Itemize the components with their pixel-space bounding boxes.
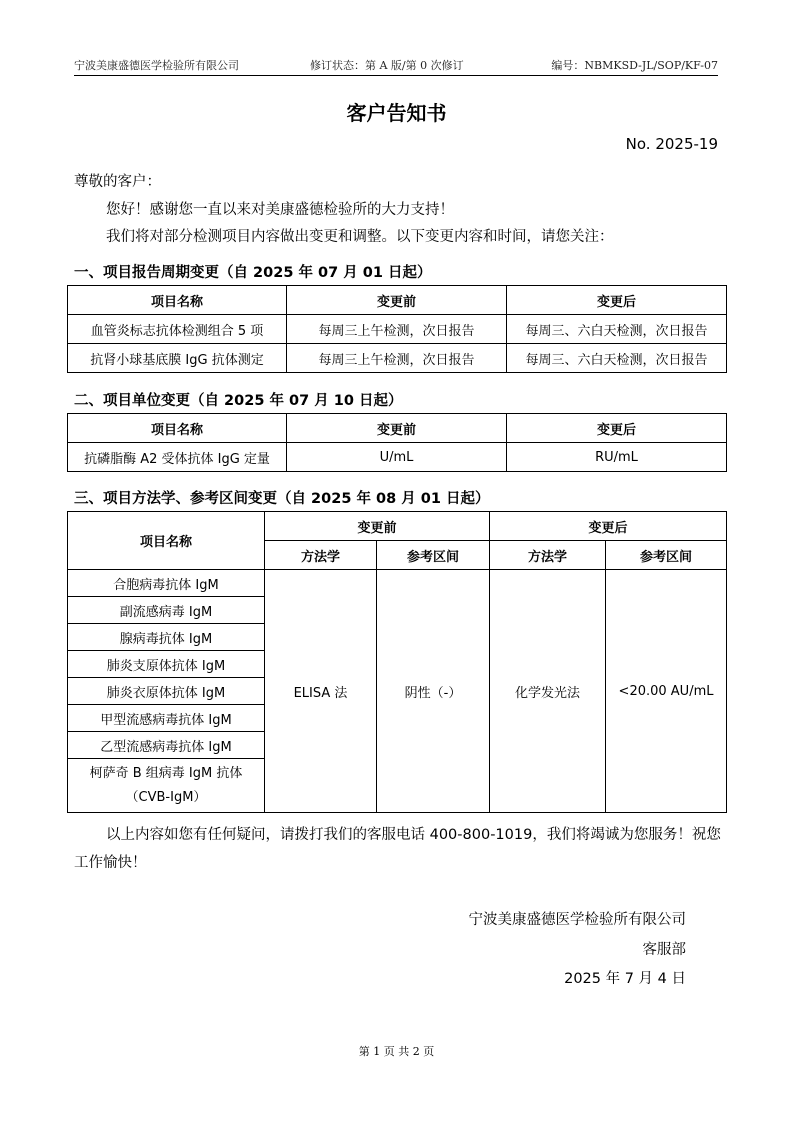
col-header-after: 变更后 xyxy=(490,512,727,541)
item-name: 甲型流感病毒抗体 IgM xyxy=(68,705,265,732)
before-value: 每周三上午检测，次日报告 xyxy=(287,344,507,373)
item-name: 抗磷脂酶 A2 受体抗体 IgG 定量 xyxy=(68,443,287,472)
col-header-name: 项目名称 xyxy=(68,414,287,443)
section3-title: 三、项目方法学、参考区间变更（自 2025 年 08 月 01 日起） xyxy=(74,491,490,507)
section3-table xyxy=(67,511,727,813)
document-number: No. 2025-19 xyxy=(625,135,718,153)
signature-date: 2025 年 7 月 4 日 xyxy=(564,971,686,987)
table-row xyxy=(68,315,727,344)
header-revision: 修订状态：第 A 版/第 0 次修订 xyxy=(310,59,464,72)
col-header-before: 变更前 xyxy=(265,512,490,541)
after-method: 化学发光法 xyxy=(490,570,606,813)
signature-company: 宁波美康盛德医学检验所有限公司 xyxy=(468,912,686,928)
col-header-before: 变更前 xyxy=(287,414,507,443)
item-name: 腺病毒抗体 IgM xyxy=(68,624,265,651)
item-name: 柯萨奇 B 组病毒 IgM 抗体（CVB-IgM） xyxy=(68,759,265,813)
intro-thanks: 您好！感谢您一直以来对美康盛德检验所的大力支持！ xyxy=(106,202,454,218)
after-value: RU/mL xyxy=(507,443,727,472)
table-row xyxy=(68,344,727,373)
closing-text: 以上内容如您有任何疑问，请拨打我们的客服电话 400-800-1019，我们将竭诚为您服务！祝您工作愉快！ xyxy=(74,827,721,871)
before-range: 阴性（-） xyxy=(377,570,490,813)
after-value: 每周三、六白天检测，次日报告 xyxy=(507,344,727,373)
section1-table xyxy=(67,285,727,373)
before-value: U/mL xyxy=(287,443,507,472)
subheader-after-method: 方法学 xyxy=(490,541,606,570)
col-header-before: 变更前 xyxy=(287,286,507,315)
item-name: 肺炎支原体抗体 IgM xyxy=(68,651,265,678)
section2-title: 二、项目单位变更（自 2025 年 07 月 10 日起） xyxy=(74,393,403,409)
header-code: 编号：NBMKSD-JL/SOP/KF-07 xyxy=(551,59,718,72)
item-name: 血管炎标志抗体检测组合 5 项 xyxy=(68,315,287,344)
subheader-after-range: 参考区间 xyxy=(606,541,727,570)
document-title: 客户告知书 xyxy=(346,101,447,125)
item-name: 乙型流感病毒抗体 IgM xyxy=(68,732,265,759)
before-method: ELISA 法 xyxy=(265,570,377,813)
signature-dept: 客服部 xyxy=(642,942,686,958)
intro-notice: 我们将对部分检测项目内容做出变更和调整。以下变更内容和时间，请您关注： xyxy=(106,229,614,245)
item-name: 抗肾小球基底膜 IgG 抗体测定 xyxy=(68,344,287,373)
page-footer: 第 1 页 共 2 页 xyxy=(358,1045,435,1058)
subheader-before-range: 参考区间 xyxy=(377,541,490,570)
table-row xyxy=(68,570,727,597)
col-header-after: 变更后 xyxy=(507,414,727,443)
col-header-name: 项目名称 xyxy=(68,286,287,315)
after-range: <20.00 AU/mL xyxy=(606,570,727,813)
greeting: 尊敬的客户： xyxy=(74,174,161,190)
before-value: 每周三上午检测，次日报告 xyxy=(287,315,507,344)
section1-title: 一、项目报告周期变更（自 2025 年 07 月 01 日起） xyxy=(74,265,432,281)
col-header-name: 项目名称 xyxy=(68,512,265,570)
table-row xyxy=(68,443,727,472)
col-header-after: 变更后 xyxy=(507,286,727,315)
section2-table xyxy=(67,413,727,472)
item-name: 合胞病毒抗体 IgM xyxy=(68,570,265,597)
header-divider xyxy=(74,75,718,76)
item-name: 副流感病毒 IgM xyxy=(68,597,265,624)
header-company: 宁波美康盛德医学检验所有限公司 xyxy=(74,59,239,72)
subheader-before-method: 方法学 xyxy=(265,541,377,570)
item-name: 肺炎衣原体抗体 IgM xyxy=(68,678,265,705)
after-value: 每周三、六白天检测，次日报告 xyxy=(507,315,727,344)
